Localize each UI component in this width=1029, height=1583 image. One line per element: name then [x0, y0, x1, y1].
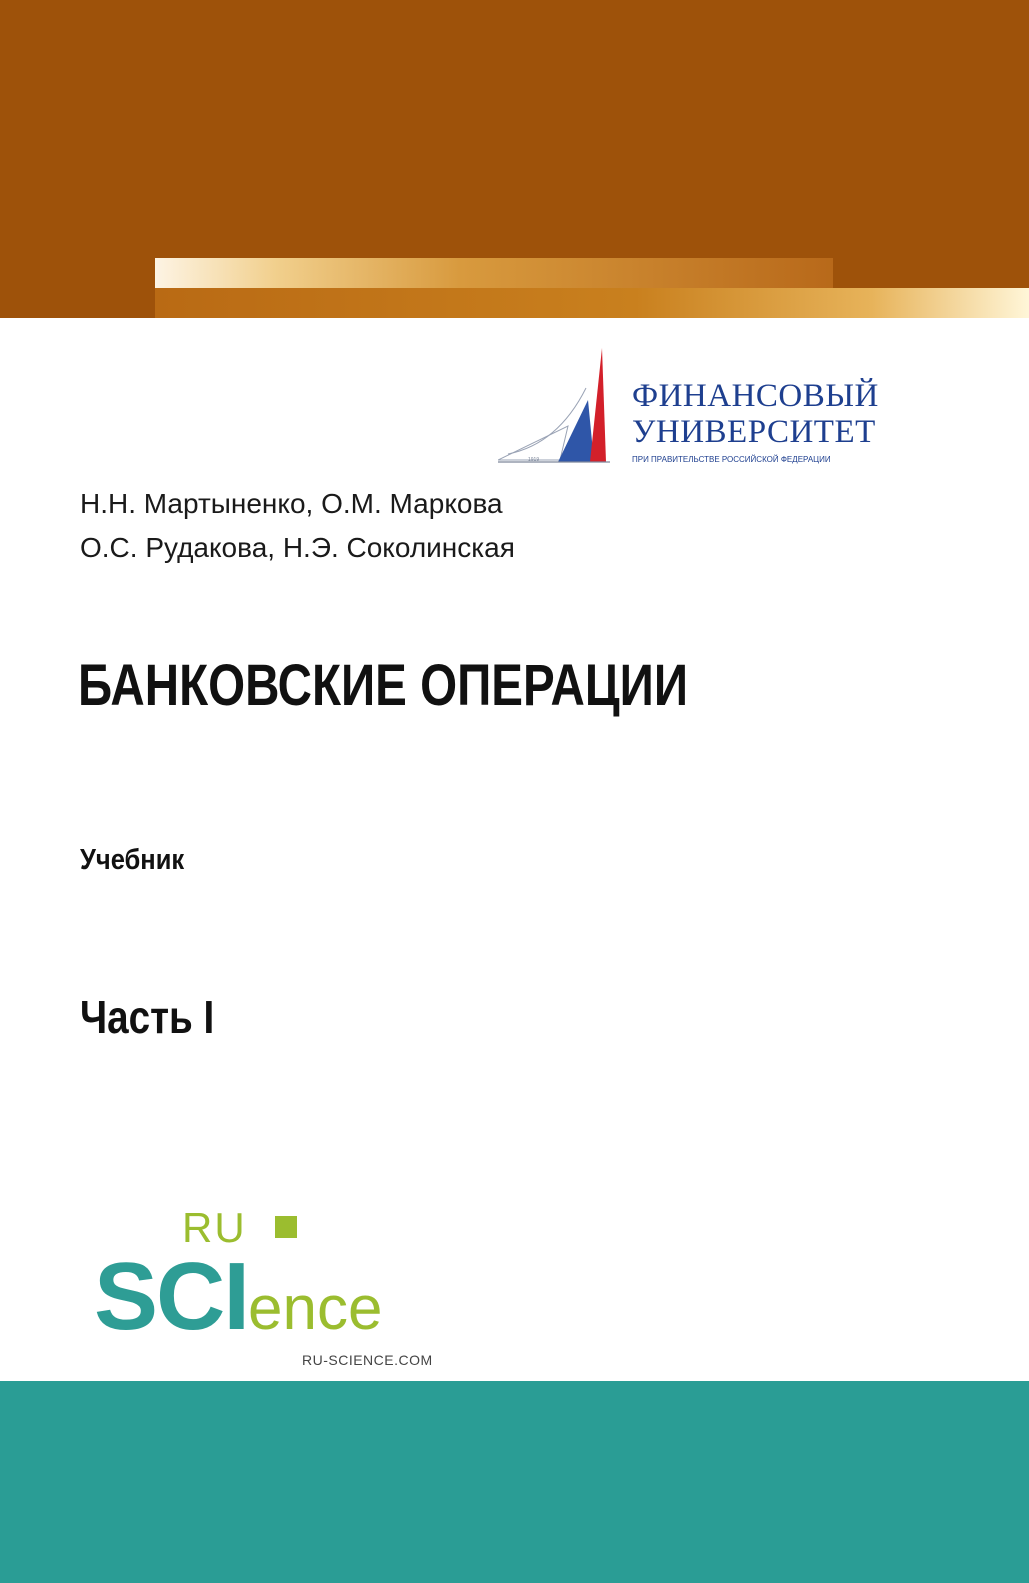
publisher-url: RU-SCIENCE.COM: [302, 1352, 433, 1368]
decorative-stripe-upper: [155, 258, 833, 288]
authors-line-1: Н.Н. Мартыненко, О.М. Маркова: [80, 488, 503, 519]
bottom-color-band: [0, 1381, 1029, 1583]
publisher-sci-text: SCI: [94, 1243, 249, 1350]
svg-text:1919: 1919: [528, 457, 540, 463]
publisher-ence-text: ence: [248, 1274, 383, 1343]
authors-line-2: О.С. Рудакова, Н.Э. Соколинская: [80, 532, 515, 563]
book-part: Часть I: [80, 991, 215, 1043]
logo-text-line3: ПРИ ПРАВИТЕЛЬСТВЕ РОССИЙСКОЙ ФЕДЕРАЦИИ: [632, 455, 831, 464]
publisher-logo: [94, 1243, 383, 1350]
logo-text-line1: ФИНАНСОВЫЙ: [632, 378, 879, 414]
publisher-ru-text: RU: [182, 1204, 247, 1251]
logo-text-line2: УНИВЕРСИТЕТ: [632, 414, 876, 450]
book-subtitle: Учебник: [80, 844, 185, 876]
publisher-square-icon: [275, 1216, 297, 1238]
authors-block: [80, 482, 515, 570]
book-title: БАНКОВСКИЕ ОПЕРАЦИИ: [78, 653, 689, 718]
decorative-stripe-lower: [155, 288, 1029, 318]
finance-university-emblem-icon: [498, 348, 620, 468]
